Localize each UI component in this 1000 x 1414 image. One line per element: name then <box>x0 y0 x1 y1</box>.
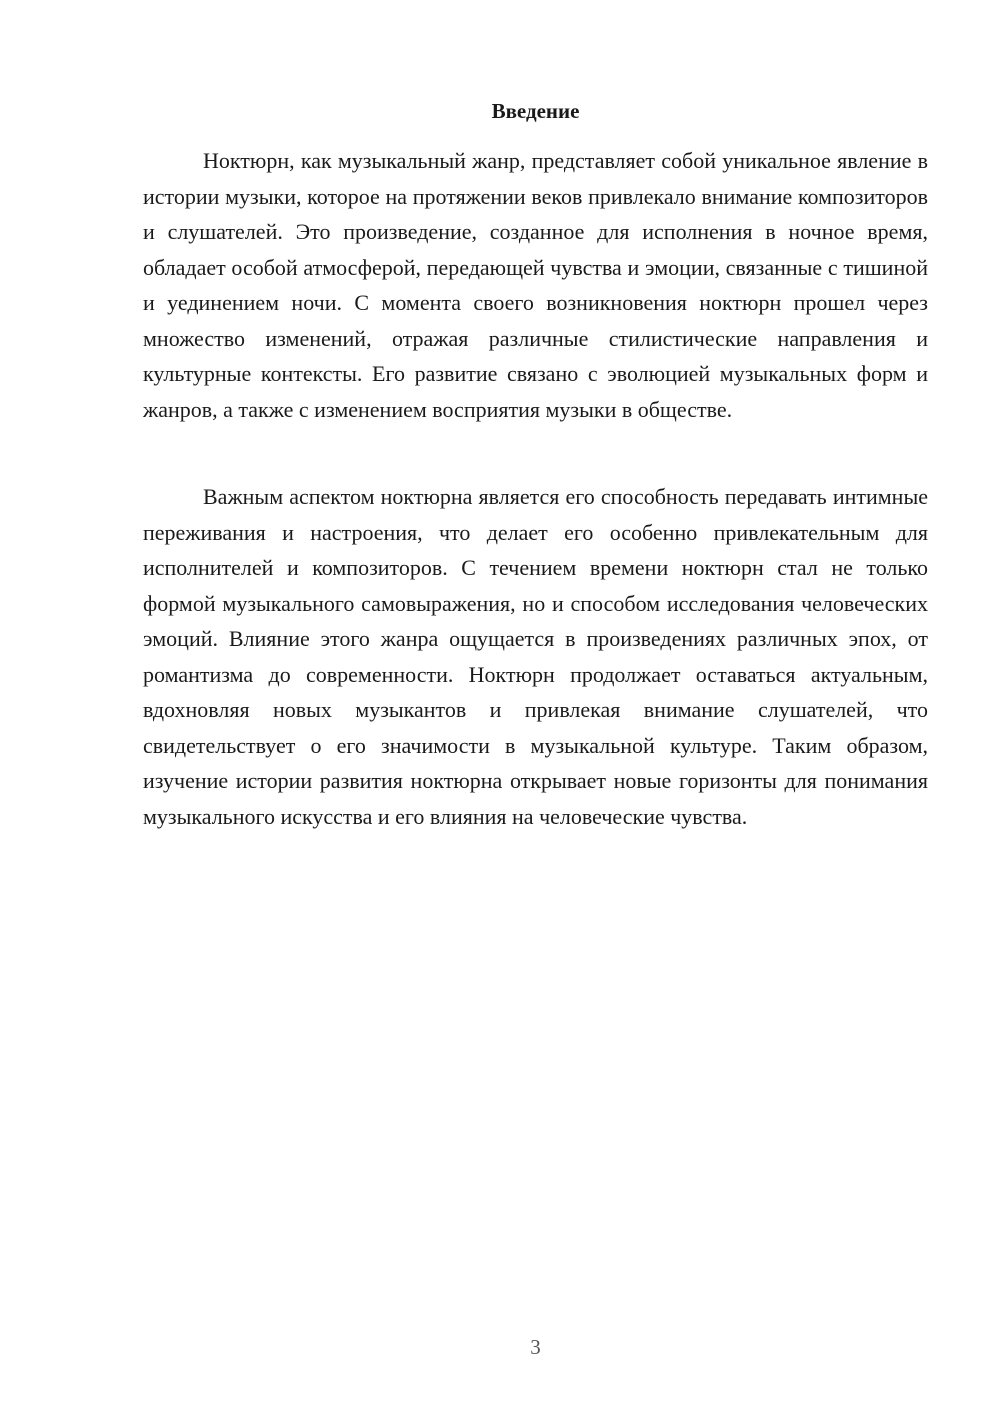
paragraph-2: Важным аспектом ноктюрна является его способность передавать интимные переживания и настроения, что делает его особенно привлекательным для исполнителей и композиторов. С течением времени ноктюрн стал не только формой музыкального самовыражения, но и способом исследования человеческих эмоций. Влияние этого жанра ощущается в произведениях различных эпох, от романтизма до современности. Ноктюрн продолжает оставаться актуальным, вдохновляя новых музыкантов и привлекая внимание слушателей, что свидетельствует о его значимости в музыкальной культуре. Таким образом, изучение истории развития ноктюрна открывает новые горизонты для понимания музыкального искусства и его влияния на человеческие чувства. <box>143 484 928 829</box>
page-number: 3 <box>530 1335 541 1359</box>
section-heading: Введение <box>491 99 580 123</box>
paragraph-1: Ноктюрн, как музыкальный жанр, представляет собой уникальное явление в истории музыки, которое на протяжении веков привлекало внимание композиторов и слушателей. Это произведение, созданное для исполнения в ночное время, обладает особой атмосферой, передающей чувства и эмоции, связанные с тишиной и уединением ночи. С момента своего возникновения ноктюрн прошел через множество изменений, отражая различные стилистические направления и культурные контексты. Его развитие связано с эволюцией музыкальных форм и жанров, а также с изменением восприятия музыки в обществе. <box>143 148 928 422</box>
